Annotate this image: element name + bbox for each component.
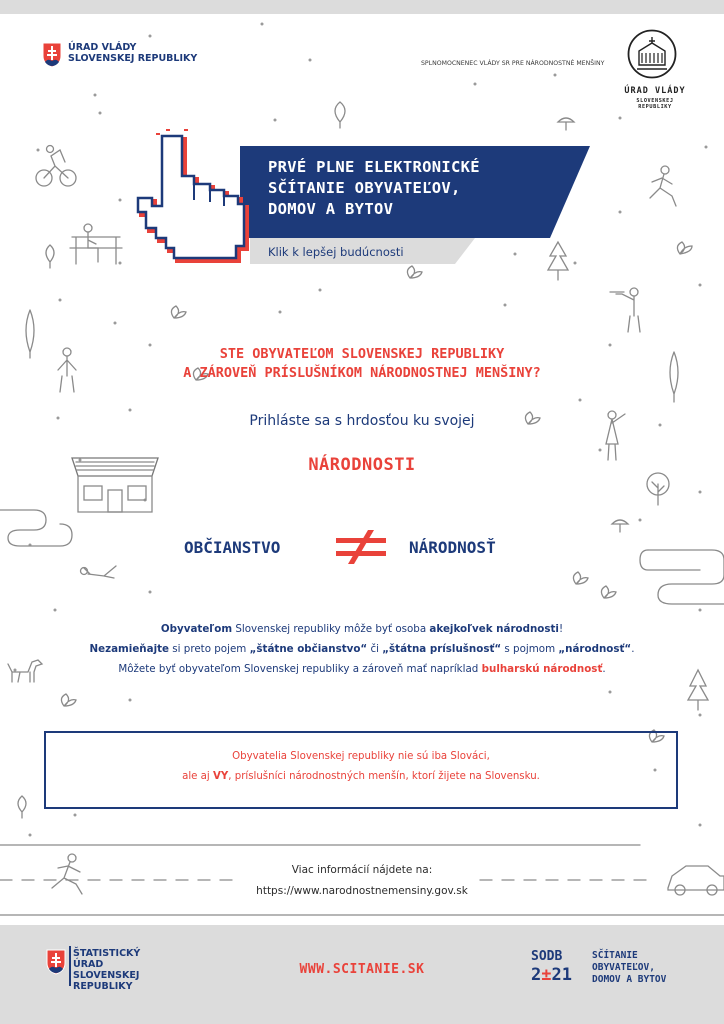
nationality-label: NÁRODNOSŤ (409, 538, 496, 557)
banner-subtitle: Klik k lepšej budúcnosti (268, 245, 404, 259)
nationality-prompt: Prihláste sa s hrdosťou ku svojej (249, 413, 475, 429)
info-line-3 (0, 659, 724, 679)
seal-title: ÚRAD VLÁDY (624, 86, 686, 96)
notice-text-part: , príslušníci národnostných menšín, ktorí žijete na Slovensku. (228, 771, 540, 782)
headline-line-1: PRVÉ PLNE ELEKTRONICKÉ (268, 158, 480, 176)
sodb-logo-year (531, 966, 572, 984)
seal-caption (620, 86, 690, 110)
sodb-year-part: 2 (531, 965, 542, 985)
government-seal-icon (627, 29, 677, 79)
info-text: ! (558, 623, 564, 635)
info-text: Slovenskej republiky môže byť osoba (232, 623, 430, 635)
headline-line-3: DOMOV A BYTOV (268, 200, 394, 218)
not-equal-icon (334, 528, 388, 566)
office-line-1: ŠTATISTICKÝ (73, 948, 141, 959)
census-website-link[interactable]: WWW.SCITANIE.SK (299, 962, 425, 977)
info-bold: Nezamieňajte (89, 643, 170, 655)
more-info-label: Viac informácií nájdete na: (291, 864, 433, 876)
seal-subtitle: SLOVENSKEJ REPUBLIKY (636, 98, 674, 110)
info-text: si preto pojem (169, 643, 250, 655)
info-text: Môžete byť obyvateľom Slovenskej republiky a zároveň mať napríklad (118, 663, 482, 675)
info-text: . (631, 643, 635, 655)
slovak-coat-of-arms-icon (42, 42, 62, 68)
question-line-1: STE OBYVATEĽOM SLOVENSKEJ REPUBLIKY (219, 346, 505, 362)
sodb-year-symbol: ± (541, 965, 552, 985)
sodb-name-line-3: DOMOV A BYTOV (592, 974, 667, 985)
notice-line-2 (44, 767, 678, 787)
government-office-name (68, 42, 197, 64)
nationality-heading: NÁRODNOSTI (308, 455, 416, 475)
banner-headline (268, 157, 480, 220)
notice-bold: VY (212, 771, 229, 782)
government-name-line-2: SLOVENSKEJ REPUBLIKY (68, 53, 198, 64)
government-name-line-1: ÚRAD VLÁDY (68, 42, 137, 53)
notice-line-1: Obyvatelia Slovenskej republiky nie sú iba Slováci, (232, 751, 490, 762)
sodb-logo-word: SODB (531, 949, 563, 964)
office-line-3: SLOVENSKEJ (73, 970, 140, 981)
info-text: . (602, 663, 606, 675)
headline-line-2: SČÍTANIE OBYVATEĽOV, (268, 179, 461, 197)
info-line-2 (0, 639, 724, 659)
main-question (0, 345, 724, 383)
info-text: s pojmom (501, 643, 559, 655)
office-line-2: ÚRAD (73, 959, 104, 970)
info-text: či (367, 643, 383, 655)
more-info-link[interactable]: https://www.narodnostnemensiny.gov.sk (256, 885, 468, 897)
sodb-year-part: 21 (551, 965, 572, 985)
notice-text (44, 747, 678, 787)
info-bold: „štátne občianstvo“ (249, 643, 368, 655)
notice-text-part: ale aj (182, 771, 213, 782)
info-bold: „národnosť“ (558, 643, 632, 655)
sodb-census-name (592, 950, 666, 986)
sodb-name-line-2: OBYVATEĽOV, (592, 962, 655, 973)
info-line-1 (0, 619, 724, 639)
info-paragraph (0, 619, 724, 679)
sodb-name-line-1: SČÍTANIE (592, 950, 638, 961)
question-line-2: A ZÁROVEŇ PRÍSLUŠNÍKOM NÁRODNOSTNEJ MENŠINY? (183, 365, 541, 381)
info-bold: akejkoľvek národnosti (429, 623, 559, 635)
info-bold: „štátna príslušnosť“ (382, 643, 502, 655)
citizenship-label: OBČIANSTVO (184, 538, 281, 557)
plenipotentiary-title: SPLNOMOCNENEC VLÁDY SR PRE NÁRODNOSTNÉ MENŠINY (421, 60, 605, 67)
info-bold-red: bulharskú národnosť (481, 663, 603, 675)
office-line-4: REPUBLIKY (73, 981, 133, 992)
info-bold: Obyvateľom (160, 623, 233, 635)
